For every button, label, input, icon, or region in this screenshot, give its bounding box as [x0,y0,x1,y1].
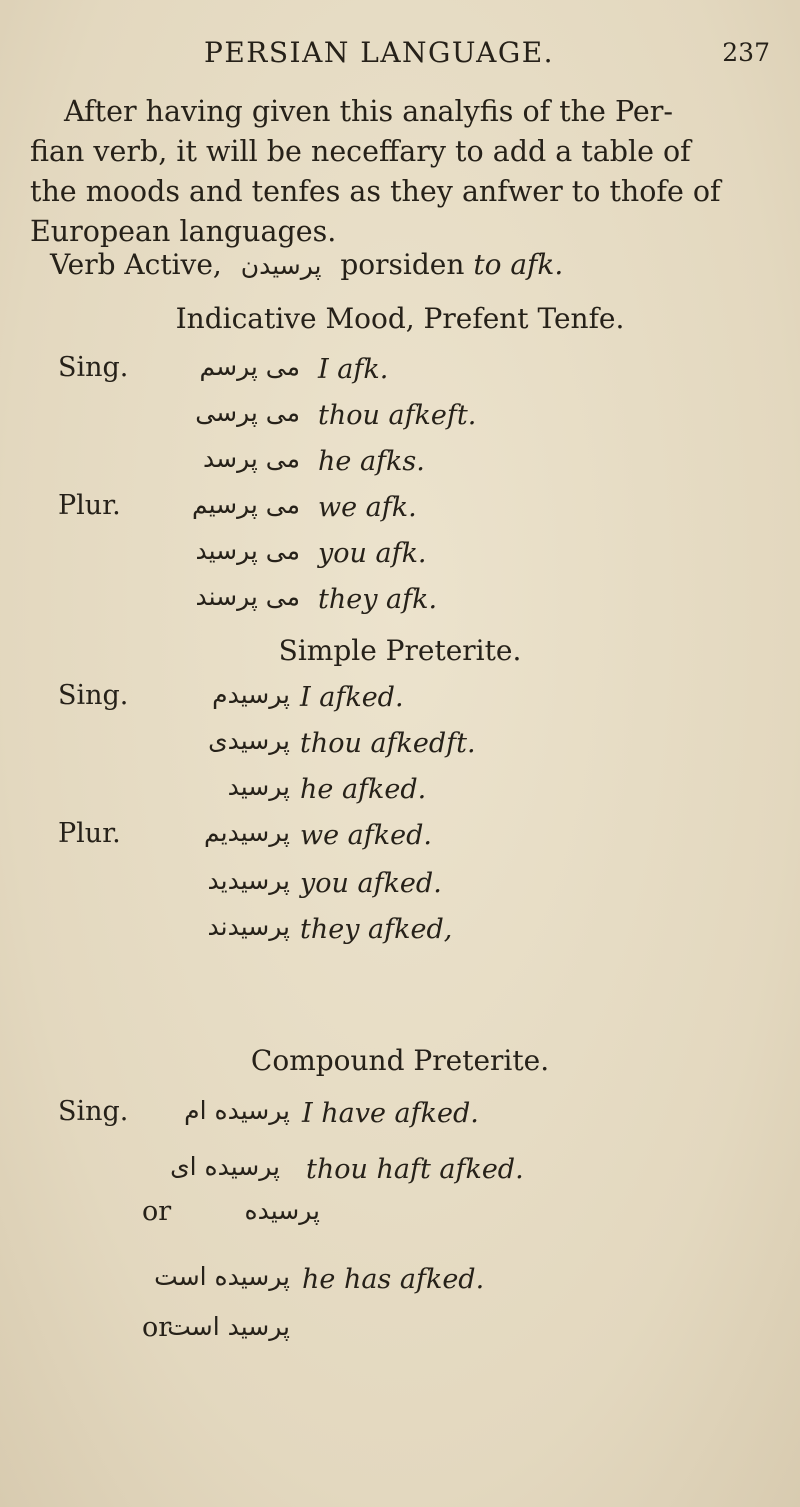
number-label-plur: Plur. [58,818,121,849]
english-gloss: thou afkedft. [300,728,476,759]
conjugation-row [0,680,800,720]
conjugation-row [0,1262,800,1302]
persian-form: پرسیدی [208,726,290,755]
persian-form: پرسیدید [207,866,290,895]
english-gloss: we afked. [300,820,432,851]
verb-translit: porsiden [340,248,465,281]
or-label: or [142,1196,172,1227]
section-title-indicative: Indicative Mood, Prefent Tenfe. [175,302,625,335]
conjugation-row [0,444,800,484]
persian-form: پرسید است [167,1312,290,1341]
intro-line: fian verb, it will be neceffary to add a table of [30,135,691,168]
english-gloss: he afks. [318,446,425,477]
intro-line: After having given this analyfis of the Per- [64,95,673,128]
english-gloss: I afked. [300,682,404,713]
page-header [200,30,800,76]
verb-prefix: Verb Active, [50,248,222,281]
english-gloss: I afk. [318,354,389,385]
english-gloss: they afked, [300,914,453,945]
number-label-plur: Plur. [58,490,121,521]
conjugation-row [0,1096,800,1136]
english-gloss: he afked. [300,774,427,805]
persian-form: می پرسند [195,582,300,611]
persian-form: پرسیدیم [204,818,290,847]
persian-form: پرسید [227,772,290,801]
conjugation-row [0,912,800,952]
persian-form: پرسیده ای [170,1152,280,1181]
intro-paragraph [30,92,770,252]
conjugation-row [0,398,800,438]
page-number: 237 [722,38,770,67]
conjugation-row [0,490,800,530]
english-gloss: you afked. [300,868,442,899]
persian-form: پرسیدند [207,912,290,941]
conjugation-row [0,1152,800,1192]
persian-form: می پرسیم [191,490,300,519]
persian-form: پرسیده [244,1196,320,1225]
english-gloss: thou afkeft. [318,400,477,431]
conjugation-row [0,726,800,766]
running-head: PERSIAN LANGUAGE. [204,36,555,69]
intro-line: European languages. [30,215,337,248]
persian-form: می پرسد [203,444,300,473]
english-gloss: we afk. [318,492,417,523]
persian-form: می پرسی [195,398,300,427]
conjugation-row [0,352,800,392]
persian-form: پرسیدم [212,680,290,709]
english-gloss: you afk. [318,538,427,569]
number-label-sing: Sing. [58,1096,129,1127]
persian-form: می پرسید [195,536,300,565]
intro-line: the moods and tenfes as they anfwer to thofe of [30,175,721,208]
section-title-compound-preterite: Compound Preterite. [250,1044,550,1077]
verb-arabic: پرسیدن [240,251,322,280]
conjugation-row [0,582,800,622]
or-label: or [142,1312,172,1343]
conjugation-row [0,1312,800,1352]
english-gloss: he has afked. [302,1264,485,1295]
english-gloss: thou haft afked. [306,1154,524,1185]
conjugation-row [0,818,800,858]
conjugation-row [0,866,800,906]
persian-form: می پرسم [199,352,300,381]
conjugation-row [0,1196,800,1236]
persian-form: پرسیده است [154,1262,290,1291]
english-gloss: they afk. [318,584,438,615]
section-title-simple-preterite: Simple Preterite. [278,634,522,667]
verb-gloss: to afk. [473,248,564,281]
persian-form: پرسیده ام [184,1096,290,1125]
verb-heading [50,248,770,281]
conjugation-row [0,772,800,812]
conjugation-row [0,536,800,576]
number-label-sing: Sing. [58,352,129,383]
number-label-sing: Sing. [58,680,129,711]
english-gloss: I have afked. [302,1098,479,1129]
